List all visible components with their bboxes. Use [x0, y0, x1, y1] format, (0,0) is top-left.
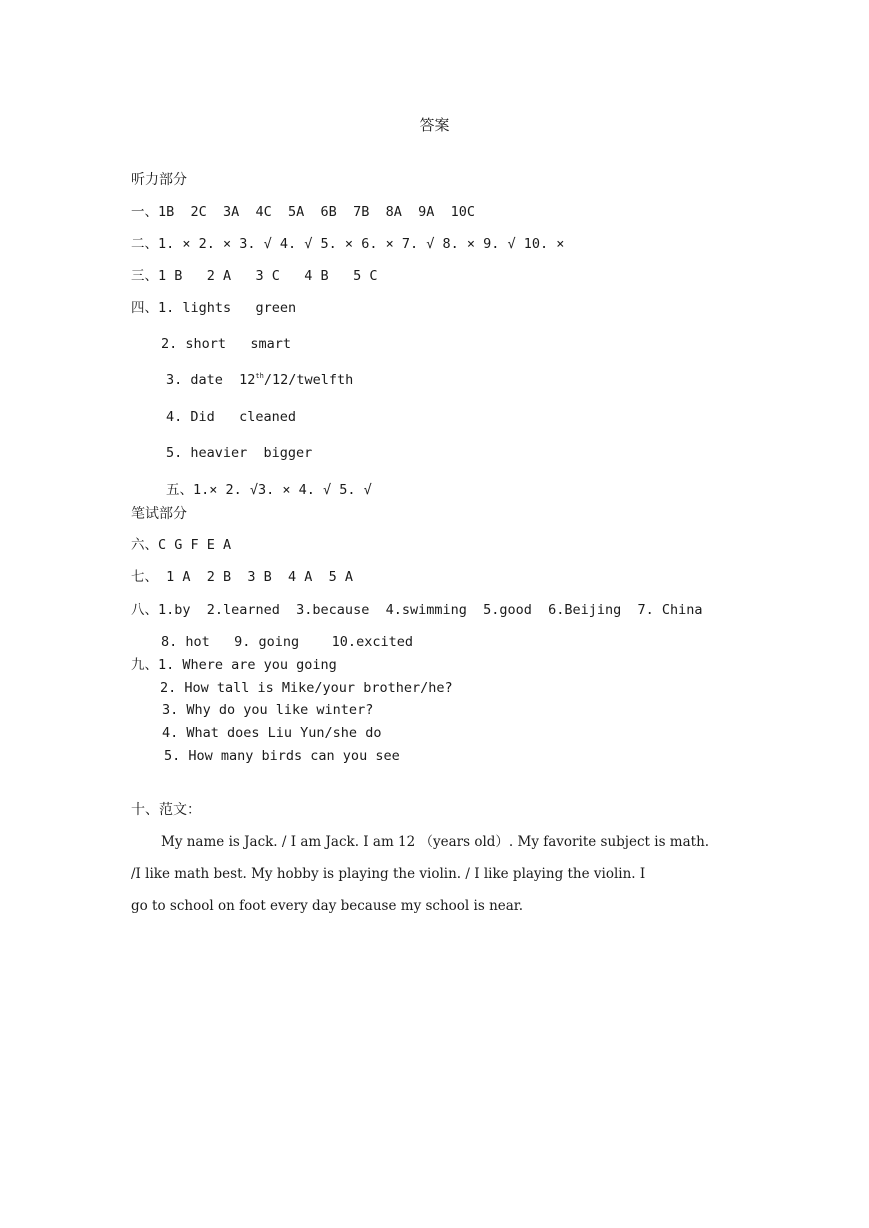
answer-line-q4-5: 5. heavier bigger — [166, 445, 313, 461]
answer-line-q4-4: 4. Did cleaned — [166, 409, 297, 425]
answer-line-q1: 一、1B 2C 3A 4C 5A 6B 7B 8A 9A 10C — [131, 204, 475, 220]
essay-line-1: My name is Jack. / I am Jack. I am 12 （years old）. My favorite subject is math. — [161, 834, 710, 850]
answer-line-q7: 七、 1 A 2 B 3 B 4 A 5 A — [131, 569, 354, 585]
answer-line-q2: 二、1. × 2. × 3. √ 4. √ 5. × 6. × 7. √ 8. × 9. √ 10. × — [131, 236, 565, 252]
page-title: 答案 — [419, 116, 450, 134]
answer-line-q4-1: 四、1. lights green — [131, 300, 297, 316]
ordinal-superscript: th — [255, 372, 264, 380]
essay-heading: 十、范文： — [131, 802, 201, 818]
answer-line-q5: 五、1.× 2. √3. × 4. √ 5. √ — [166, 482, 372, 498]
answer-line-q9-1: 九、1. Where are you going — [131, 657, 337, 673]
answer-line-q3: 三、1 B 2 A 3 C 4 B 5 C — [131, 268, 378, 284]
written-heading: 笔试部分 — [131, 506, 187, 522]
answer-line-q9-2: 2. How tall is Mike/your brother/he? — [160, 680, 453, 696]
date-rest: /12/twelfth — [263, 372, 354, 388]
date-number: 3. date 12 — [166, 372, 256, 388]
essay-line-3: go to school on foot every day because my school is near. — [131, 898, 524, 914]
answer-line-q8-1: 八、1.by 2.learned 3.because 4.swimming 5.good 6.Beijing 7. China — [131, 602, 703, 618]
essay-line-2: /I like math best. My hobby is playing the violin. / I like playing the violin. I — [131, 866, 646, 882]
answer-line-q4-3 — [166, 372, 353, 388]
answer-line-q9-3: 3. Why do you like winter? — [162, 702, 374, 718]
answer-line-q6: 六、C G F E A — [131, 537, 232, 553]
answer-line-q9-5: 5. How many birds can you see — [164, 748, 400, 764]
answer-line-q4-2: 2. short smart — [161, 336, 292, 352]
answer-line-q8-2: 8. hot 9. going 10.excited — [161, 634, 413, 650]
answer-line-q9-4: 4. What does Liu Yun/she do — [162, 725, 382, 741]
listening-heading: 听力部分 — [131, 172, 187, 188]
